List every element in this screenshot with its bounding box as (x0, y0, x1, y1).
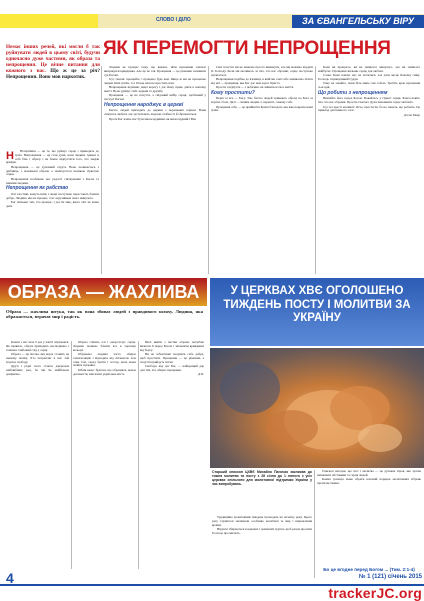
paragraph: Ісус сказав: прощайте, і прощено буде вам. Якщо ж ми не прощаємо людям їхніх гріхів, то і Отець наш не простить нам. (104, 76, 206, 85)
photo-illustration (210, 348, 424, 468)
banner-title: У ЦЕРКВАХ ХВЄ ОГОЛОШЕНО ТИЖДЕНЬ ПОСТУ І МОЛИТВИ ЗА УКРАЇНУ (223, 285, 411, 324)
article2-column-1 (6, 341, 69, 569)
column-divider (101, 66, 102, 274)
column-divider (71, 341, 72, 569)
paragraph: Багато людей приходять до церкви з пораненим серцем. Вони очікують любові, але зустрічають людські слабкості й ображаються. (104, 108, 206, 117)
article3-column-1 (212, 516, 312, 578)
page-number: 4 (6, 570, 14, 586)
paragraph: Друзі і рідні часто стають джерелом найглибших ран, бо ми їм найбільше довіряємо. (6, 363, 69, 376)
article3-column-2 (317, 470, 421, 566)
column-divider (314, 470, 315, 578)
scripture-callout: Бо це вгодне перед Богом ... (Тим. 2:1-4) (323, 567, 415, 572)
paragraph: Очі злостиві, кажуть інші, і люди поступово перестають бачити добро. Людина, яка не прощає, стає заручником свого минулого. (6, 191, 99, 200)
watermark: trackerJC.org (328, 585, 422, 601)
paragraph: Свобода, яку дає Бог, — найкращий дар для тих, хто обирає прощення. (140, 363, 204, 372)
paragraph: Коли ви прощаєте, ви не змінюєте минулого, але ви змінюєте майбутнє. Прощення звільняє серце для любові. (318, 66, 420, 73)
paragraph: Кожен з нас хоча б раз у житті ображався. Як правило, образа приходить несподівано і залишає глибокий слід у серці. (6, 341, 69, 352)
paragraph: Ображена людина часто обирає самоізоляцію і відходить від спільноти. Але саме там, серед братів і сестер, вона може знайти зцілення. (73, 351, 136, 368)
drop-cap: Н (6, 150, 14, 162)
paragraph: Нетерпіння — це те, що руйнує серце і приводить до гріха. Непрощення — це стан душі, коли людина тримає в собі біль і образу і не бажає відпустити того, хто завдав кривди. (6, 150, 99, 165)
paragraph: Образа — це пастка, яку ворог ставить на нашому шляху. Хто потрапляє в неї, той втрачає свободу. (6, 351, 69, 364)
section-header-accent (0, 14, 98, 28)
paragraph: Прощення себе — це прийняття Божої благодаті, яка вже покрила наші гріхи. (211, 104, 313, 113)
article-signature: Джон Бівер (403, 112, 420, 117)
article2-column-3 (140, 341, 204, 569)
paragraph: Тому не чекайте, поки біль мине сам собою. Зробіть крок прощення сьогодні. (318, 81, 420, 90)
subheading: Кому простити? (211, 89, 255, 96)
paragraph: Ісус на хресті молився: Отче, прости їм, бо не знають, що роблять. Це приклад для кожного з нас. (318, 104, 420, 113)
article-headline: ЯК ПЕРЕМОГТИ НЕПРОЩЕННЯ (103, 38, 391, 59)
paragraph: Щоб вийти з пастки образи, потрібно визнати її перед Богом і звільнити кривдника від боргу. (140, 341, 204, 352)
paragraph: Визнайте його перед Богом. Покайтесь у гіркоті серця. Благословіть тих, хто вас образив. Просіть Святого Духа наповнити серце любов'ю. (318, 96, 420, 105)
article-banner-blue (210, 278, 424, 346)
paragraph: Перш за все — Богу. Так, багато людей тримають образу на Бога за втрати і болі. Далі — іншим людям. І, нарешті, самому собі. (211, 96, 313, 105)
paragraph: Бог звільняє тих, хто прощає, і дає їм мир, якого світ не може дати. (6, 199, 99, 208)
section-label-left: СЛОВО І ДІЛО (156, 17, 191, 23)
section-label-right: ЗА ЄВАНГЕЛЬСЬКУ ВІРУ (292, 15, 424, 28)
subheading: Що робити з непрощенням (318, 89, 388, 96)
subheading: Непрощення як рабство (6, 185, 69, 192)
subheading: Непрощення народжує в церкві (104, 101, 184, 108)
paragraph: Образа сліпить очі і ожорсточує серце. Людина починає бачити все в чорному кольорі. (73, 341, 136, 352)
paragraph: Єпископ нагадав, що піст і молитва — це духовна зброя, яка здатна змінювати обставини та серця людей. (317, 470, 421, 477)
issue-label: № 1 (121) січень 2015 (358, 574, 422, 580)
paragraph: Віруючі збираються в церквах і домашніх групах, щоб разом просити Господа про милість. (212, 526, 312, 535)
column-divider (138, 341, 139, 569)
article2-intro: Образа — жахлива штука, так як вона збиває людей з правдивого шляху. Людина, яка ображається, втрачає мир і радість. (6, 309, 203, 320)
praying-hands-photo (210, 348, 424, 468)
paragraph: Непрощення позбавляє нас радості спілкування з Богом та іншими людьми. (6, 176, 99, 185)
column-divider (208, 66, 209, 274)
paragraph: Непрощення відчиняє двері ворогу і дає йому право діяти в нашому житті. Воно руйнує сім'ї, церкви та дружбу. (104, 85, 206, 93)
paragraph: Прощення — це не почуття, а свідомий вибір серця, зроблений у послусі Богові. (104, 93, 206, 102)
article-intro (6, 44, 100, 148)
paragraph: Непрощення подібне до в'язниці, в якій ми самі себе замикаємо. Ключ від неї — прощення, яке Бог дає нам через Христа. (211, 76, 313, 85)
paragraph: Непрощення — це духовний отрута. Воно починається з дрібниць, з маленької образи, а закінчується великою гіркотою серця. (6, 164, 99, 177)
paragraph: Слово Боже навчає нас не мститися, але дати місце Божому гніву. Господь справедливий Суддя. (318, 73, 420, 81)
paragraph: Свої почуття ми не можемо просто вимкнути, але ми можемо віддати їх Господу. Коли ми молимось за тих, хто нас образив, серце поступово зцілюється. (211, 66, 313, 77)
paragraph: Прости і відпусти — і побачиш, як зміниться твоє життя. (216, 85, 294, 90)
intro-question: Що ж це за річ? Непрощення. Воно мов наркотик. (6, 68, 100, 80)
article2-column-2 (73, 341, 136, 569)
article-column-2 (104, 66, 206, 274)
paragraph: Біблія каже: братові, що образився, важче допомогти, ніж взяти укріплене місто. (73, 367, 136, 376)
article2-signature: Д.П. (198, 372, 204, 377)
intro-lead: Немає інших речей, які могли б так руйнувати людей в цьому світі, будучи одночасно дуже частими, як образа та непрощення. Це вічне питання для кожного з нас. (6, 44, 100, 74)
paragraph: Ви не зобов'язані почувати себе добре, щоб простити. Прощення — це рішення, а почуття прийдуть потім. (140, 351, 204, 364)
article-column-4 (318, 66, 420, 274)
article-column-3 (211, 66, 313, 274)
photo-caption: Старший єпископ ЦХВЄ Михайло Паночко закликав до тижня молитви та посту з 28 січня до 1 лютого з усіх церквах спільноти для молитовної підтримки України у час випробувань. (212, 470, 312, 486)
paragraph: Традиційно молитовний тиждень проходить на початку року. Цього разу служителі закликали особливо молитися за мир і відновлення країни. (212, 516, 312, 527)
paragraph: Проте Бог кличе нас бути милосердними, як милосердний і Він. (109, 116, 197, 121)
banner-title: ОБРАЗА — ЖАХЛИВА ШТУКА (7, 282, 200, 330)
article-column-1 (6, 150, 99, 274)
paragraph: Людина не прощає тому, що вважає, ніби прощення означає виправдати кривдника. Але це не так. Прощення — це рішення залишити суд Богові. (104, 66, 206, 77)
paragraph: Кожна громада може обрати власний порядок молитовних зібрань протягом тижня. (317, 477, 421, 485)
column-divider (315, 66, 316, 274)
